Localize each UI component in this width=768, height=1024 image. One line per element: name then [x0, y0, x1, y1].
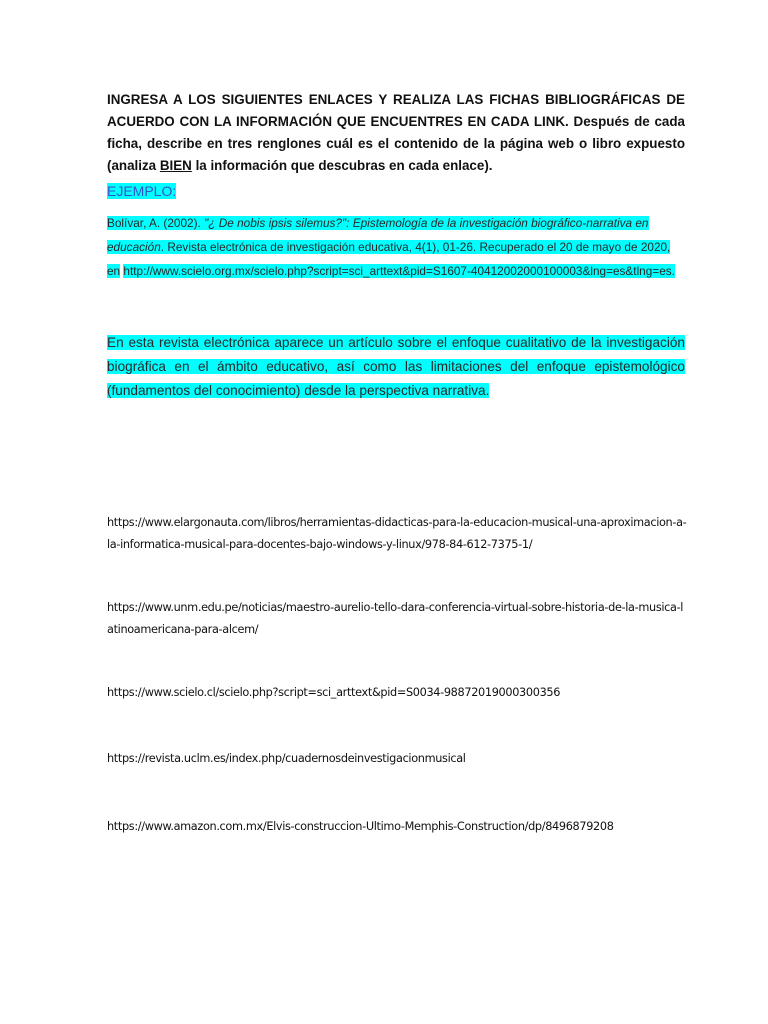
- citation-url[interactable]: http://www.scielo.org.mx/scielo.php?script=sci_arttext&pid=S1607-40412002000100003&lng=es&tlng=es.: [123, 264, 675, 278]
- citation-publication: . Revista electrónica de investigación educativa, 4(1), 01-26. Recuperado el 20 de mayo de 2020, en: [107, 240, 671, 278]
- link-scielo[interactable]: https://www.scielo.cl/scielo.php?script=sci_arttext&pid=S0034-98872019000300356: [107, 686, 561, 699]
- example-heading: [107, 181, 176, 201]
- instructions-text-part1: INGRESA A LOS SIGUIENTES ENLACES Y REALIZA LAS FICHAS BIBLIOGRÁFICAS DE ACUERDO CON LA INFORMACIÓN QUE ENCUENTRES EN CADA LINK. Después de cada ficha, describe en tres renglones cuál es el contenido de la página web o libro expuesto (analiza: [107, 92, 685, 173]
- instructions-paragraph: [107, 89, 685, 177]
- link-elargonauta[interactable]: https://www.elargonauta.com/libros/herramientas-didacticas-para-la-educacion-musical-una-aproximacion-a-la-informatica-musical-para-docentes-bajo-windows-y-linux/978-84-612-7375-1/: [107, 516, 687, 551]
- example-citation: [107, 211, 685, 283]
- instructions-emphasis: BIEN: [159, 158, 192, 173]
- link-unm[interactable]: https://www.unm.edu.pe/noticias/maestro-aurelio-tello-dara-conferencia-virtual-sobre-historia-de-la-musica-latinoamericana-para-alcem/: [107, 601, 684, 636]
- citation-author: Bolívar, A. (2002).: [107, 216, 205, 230]
- instructions-text-part2: la información que descubras en cada enlace).: [191, 158, 493, 173]
- citation-title: "¿ De nobis ipsis silemus?": Epistemología de la investigación biográfico-narrativa en educación: [107, 216, 649, 254]
- link-amazon[interactable]: https://www.amazon.com.mx/Elvis-construccion-Ultimo-Memphis-Construction/dp/8496879208: [107, 820, 614, 833]
- example-heading-text: EJEMPLO:: [107, 183, 177, 199]
- link-uclm[interactable]: https://revista.uclm.es/index.php/cuadernosdeinvestigacionmusical: [107, 752, 466, 765]
- example-summary-text: En esta revista electrónica aparece un artículo sobre el enfoque cualitativo de la investigación biográfica en el ámbito educativo, así como las limitaciones del enfoque epistemológico (fundamentos del conocimiento) desde la perspectiva narrativa.: [107, 335, 685, 398]
- example-summary: [107, 331, 685, 403]
